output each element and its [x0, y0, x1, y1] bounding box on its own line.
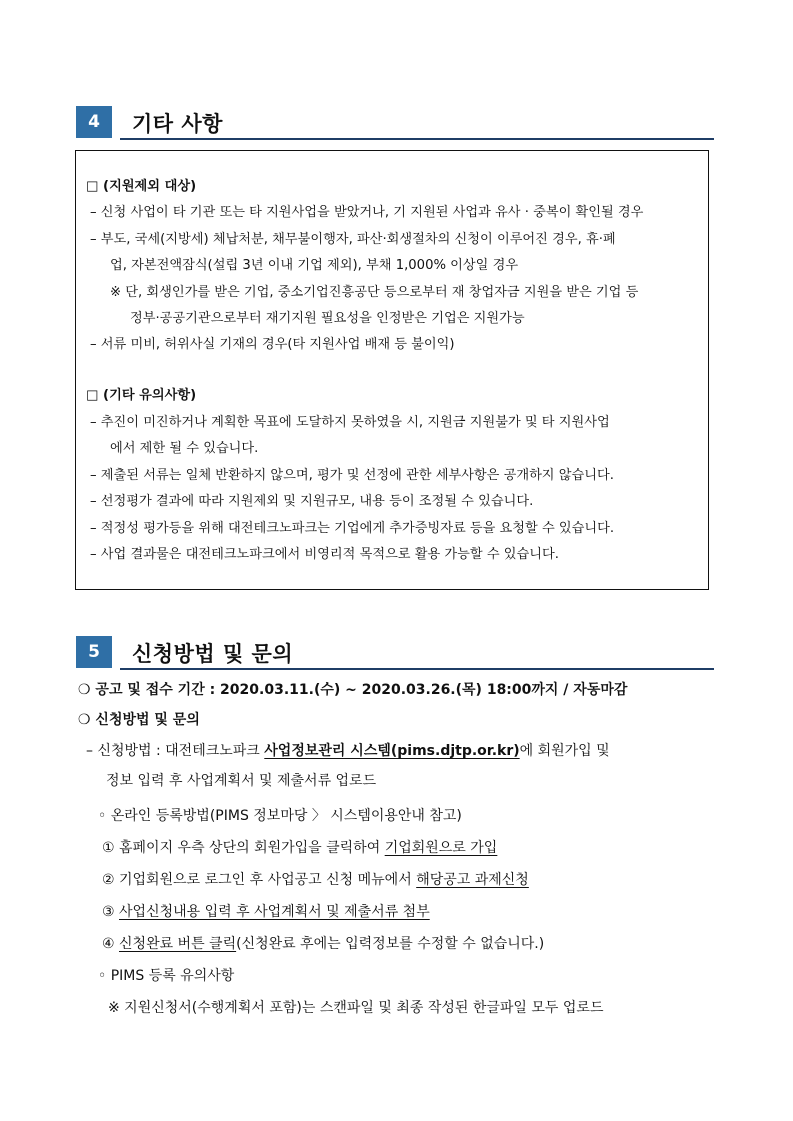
application-period: ❍ 공고 및 접수 기간 : 2020.03.11.(수) ~ 2020.03.26.(목) 18:00까지 / 자동마감 [78, 682, 628, 698]
note-item: – 사업 결과물은 대전테크노파크에서 비영리적 목적으로 활용 가능할 수 있습니다. [90, 547, 559, 562]
note-item-cont: 에서 제한 될 수 있습니다. [110, 441, 259, 456]
step-text: ② 기업회원으로 로그인 후 사업공고 신청 메뉴에서 [102, 872, 417, 888]
apply-method-suffix: 에 회원가입 및 [519, 743, 610, 759]
note-item: – 추진이 미진하거나 계획한 목표에 도달하지 못하였을 시, 지원금 지원불가 및 타 지원사업 [90, 415, 610, 430]
apply-method-prefix: – 신청방법 : 대전테크노파크 [86, 743, 265, 759]
exclusion-note-cont: 정부·공공기관으로부터 재기지원 필요성을 인정받은 기업은 지원가능 [130, 311, 525, 326]
note-item: – 선정평가 결과에 따라 지원제외 및 지원규모, 내용 등이 조정될 수 있습니다. [90, 494, 534, 509]
section-number: 4 [76, 106, 112, 138]
pims-note: ※ 지원신청서(수행계획서 포함)는 스캔파일 및 최종 작성된 한글파일 모두 업로드 [108, 1000, 604, 1016]
pims-notes-heading: ◦ PIMS 등록 유의사항 [98, 968, 235, 984]
section-title: 신청방법 및 문의 [132, 642, 294, 666]
step-1 [102, 839, 497, 857]
section-rule [120, 138, 714, 140]
section-rule [120, 668, 714, 670]
step-underlined: 해당공고 과제신청 [416, 872, 529, 888]
step-2 [102, 871, 529, 889]
step-underlined: 기업회원으로 가입 [384, 840, 498, 856]
step-4 [102, 935, 544, 953]
section-title: 기타 사항 [132, 112, 223, 136]
section-5-header [76, 636, 714, 668]
note-item: – 제출된 서류는 일체 반환하지 않으며, 평가 및 선정에 관한 세부사항은 공개하지 않습니다. [90, 468, 614, 483]
pims-link[interactable]: 사업정보관리 시스템(pims.djtp.or.kr) [264, 743, 520, 759]
exclusion-item-cont: 업, 자본전액잠식(설립 3년 이내 기업 제외), 부채 1,000% 이상일 경우 [110, 258, 519, 273]
section-4-header [76, 106, 714, 138]
step-3 [102, 903, 430, 921]
heading-exclusion: □ (지원제외 대상) [86, 179, 197, 194]
apply-method-cont: 정보 입력 후 사업계획서 및 제출서류 업로드 [106, 773, 377, 789]
apply-method [86, 742, 610, 760]
step-underlined: 사업신청내용 입력 후 사업계획서 및 제출서류 첨부 [119, 904, 430, 920]
step-text: ① 홈페이지 우측 상단의 회원가입을 클릭하여 [102, 840, 385, 856]
online-registration: ◦ 온라인 등록방법(PIMS 정보마당 〉 시스템이용안내 참고) [98, 808, 462, 824]
note-item: – 적정성 평가등을 위해 대전테크노파크는 기업에게 추가증빙자료 등을 요청할 수 있습니다. [90, 521, 615, 536]
exclusion-item: – 서류 미비, 허위사실 기재의 경우(타 지원사업 배재 등 불이익) [90, 337, 455, 352]
section-number: 5 [76, 636, 112, 668]
step-text: ④ [102, 936, 120, 952]
exclusion-item: – 부도, 국세(지방세) 체납처분, 채무불이행자, 파산·회생절차의 신청이 이루어진 경우, 휴·폐 [90, 232, 616, 247]
step-text: ③ [102, 904, 120, 920]
heading-how-to-apply: ❍ 신청방법 및 문의 [78, 712, 200, 728]
step-text: (신청완료 후에는 입력정보를 수정할 수 없습니다.) [236, 936, 545, 952]
step-underlined: 신청완료 버튼 클릭 [119, 936, 237, 952]
exclusion-note: ※ 단, 회생인가를 받은 기업, 중소기업진흥공단 등으로부터 재 창업자금 지원을 받은 기업 등 [110, 285, 639, 300]
exclusion-item: – 신청 사업이 타 기관 또는 타 지원사업을 받았거나, 기 지원된 사업과 유사 · 중복이 확인될 경우 [90, 205, 644, 220]
heading-notes: □ (기타 유의사항) [86, 388, 197, 403]
